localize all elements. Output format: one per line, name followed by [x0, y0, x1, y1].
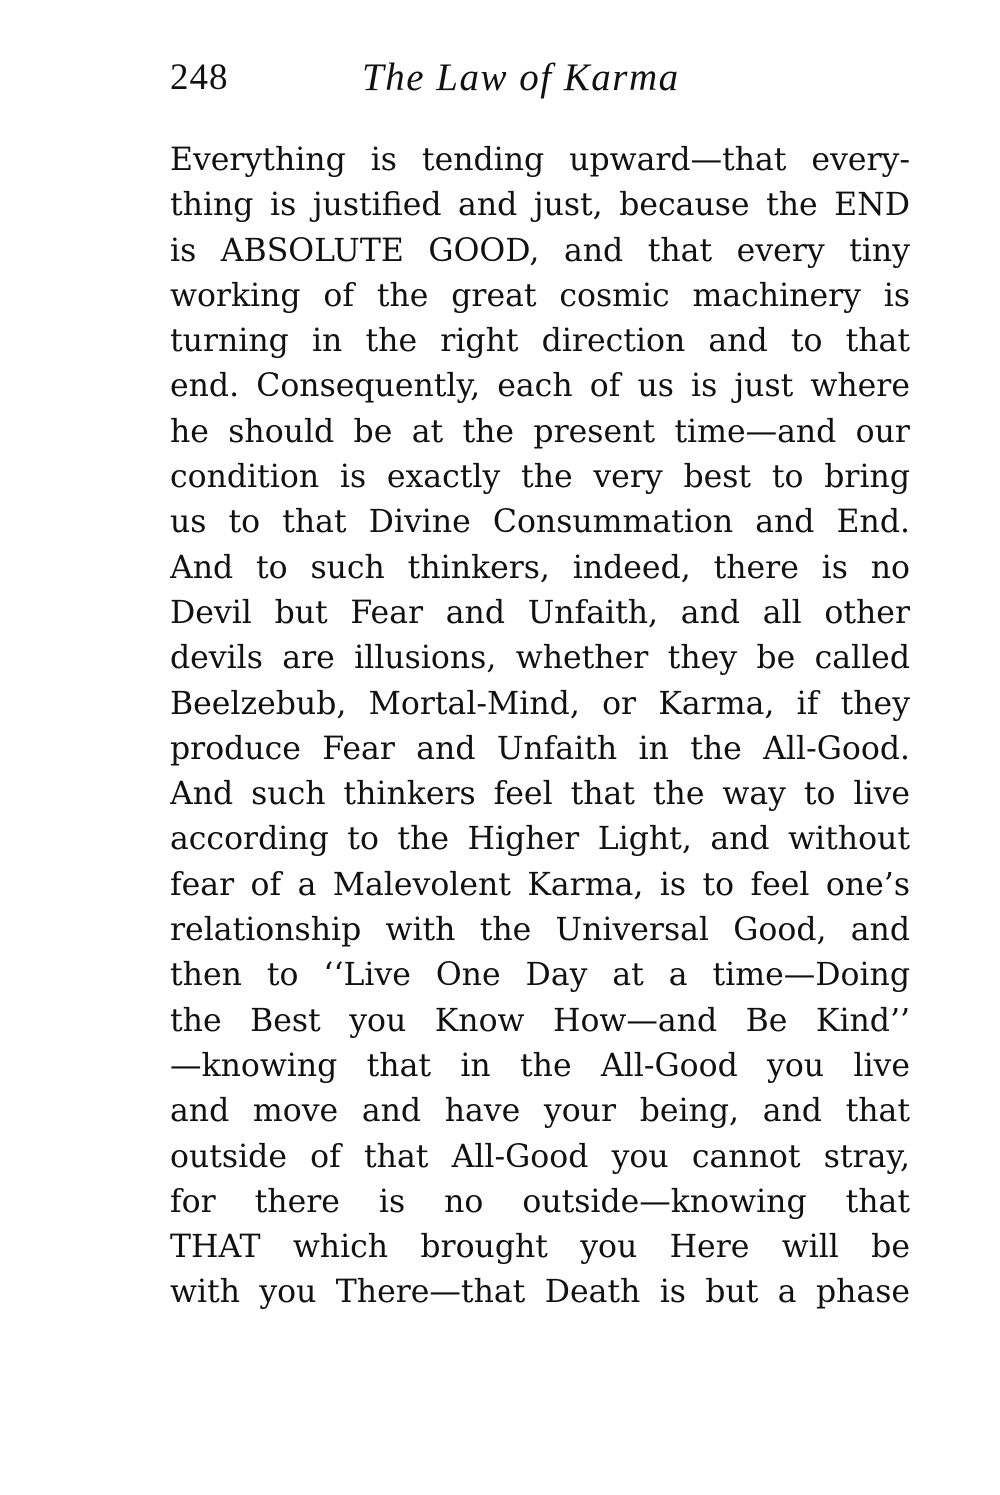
text-line: thing is justified and just, because the END [170, 187, 910, 224]
text-line: And to such thinkers, indeed, there is no [170, 549, 910, 586]
text-line: And such thinkers feel that the way to live [170, 776, 910, 813]
text-line: working of the great cosmic machinery is [170, 277, 910, 314]
text-line: THAT which brought you Here will be [170, 1229, 910, 1266]
text-line: turning in the right direction and to that [170, 323, 910, 360]
text-line: according to the Higher Light, and without [170, 821, 910, 858]
body-text [170, 138, 910, 1316]
text-line: devils are illusions, whether they be called [170, 640, 910, 677]
page-number: 248 [170, 57, 229, 98]
text-line: us to that Divine Consummation and End. [170, 504, 910, 541]
text-line: relationship with the Universal Good, and [170, 912, 910, 949]
text-line: then to ‘‘Live One Day at a time—Doing [170, 957, 910, 994]
text-line: is ABSOLUTE GOOD, and that every tiny [170, 232, 910, 269]
text-line: —knowing that in the All-Good you live [170, 1047, 910, 1084]
text-line: for there is no outside—knowing that [170, 1183, 910, 1220]
text-line: outside of that All-Good you cannot stray, [170, 1138, 910, 1175]
book-title: The Law of Karma [362, 56, 680, 99]
text-line: end. Consequently, each of us is just where [170, 368, 910, 405]
text-line: Beelzebub, Mortal-Mind, or Karma, if they [170, 685, 910, 722]
text-line: Everything is tending upward—that every- [170, 142, 910, 178]
text-line: and move and have your being, and that [170, 1093, 910, 1130]
text-line: fear of a Malevolent Karma, is to feel one’s [170, 866, 910, 903]
text-line: he should be at the present time—and our [170, 413, 910, 450]
text-line: the Best you Know How—and Be Kind’’ [170, 1002, 910, 1039]
text-line: Devil but Fear and Unfaith, and all other [170, 594, 910, 631]
text-line: condition is exactly the very best to bring [170, 459, 910, 496]
text-line: with you There—that Death is but a phase [170, 1274, 910, 1311]
running-head [170, 42, 730, 102]
text-line: produce Fear and Unfaith in the All-Good. [170, 730, 910, 767]
